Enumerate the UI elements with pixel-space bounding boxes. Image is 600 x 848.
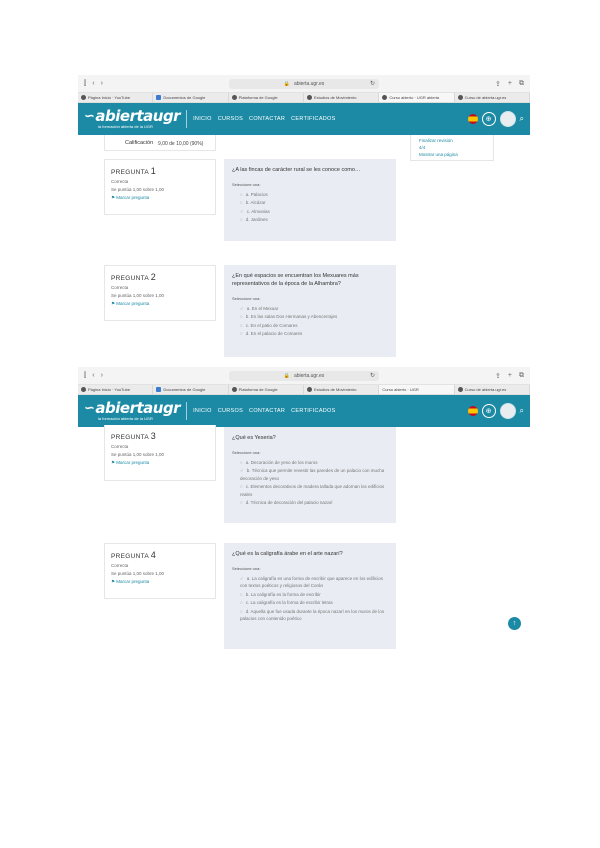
header-divider <box>186 110 187 128</box>
flag-icon: ⚑ <box>111 301 117 306</box>
main-menu <box>193 116 336 122</box>
radio-icon: ○ <box>240 591 243 597</box>
radio-icon: ○ <box>240 459 243 465</box>
logo-mark-icon: ∽ <box>84 109 95 124</box>
new-tab-icon[interactable]: + <box>507 371 512 379</box>
scroll-to-top-button[interactable]: ↑ <box>508 617 521 630</box>
option[interactable]: ○ d. En el palacio de Comares <box>240 331 303 336</box>
menu-item-contactar[interactable]: CONTACTAR <box>249 408 286 414</box>
question-box <box>224 427 396 523</box>
check-icon: ✓ <box>240 305 244 311</box>
search-icon[interactable]: ⌕ <box>519 114 524 123</box>
menu-item-cursos[interactable]: CURSOS <box>217 116 244 122</box>
tab[interactable]: Página Inicio · YouTube <box>78 385 153 394</box>
question-count[interactable]: 4/4 <box>419 145 426 150</box>
tab[interactable]: Estudios de Movimiento <box>304 93 379 102</box>
question-number: 1 <box>150 166 157 176</box>
radio-icon: ○ <box>240 484 243 489</box>
show-one-page-link[interactable]: Mostrar una página <box>419 152 458 157</box>
quiz-review-content <box>78 427 530 649</box>
flag-question-link[interactable]: ⚑ Marcar pregunta <box>111 195 150 200</box>
menu-item-certificados[interactable]: CERTIFICADOS <box>291 116 336 122</box>
youtube-icon <box>81 387 86 392</box>
question-number: 3 <box>150 431 157 441</box>
question-score: Se puntúa 1,00 sobre 1,00 <box>111 452 165 457</box>
reload-icon[interactable]: ↻ <box>369 81 375 87</box>
question-box <box>224 265 396 357</box>
radio-icon: ○ <box>240 608 243 614</box>
radio-icon: ○ <box>240 331 243 336</box>
tab[interactable]: Estudios de Movimiento <box>304 385 379 394</box>
question-status: Correcta <box>111 179 129 184</box>
quiz-navigation <box>410 135 494 161</box>
browser-toolbar <box>78 367 530 385</box>
main-menu <box>193 408 336 414</box>
logo[interactable]: ∽ abiertaugr la formación abierta de la UGR <box>84 399 181 421</box>
grade-value: 9,00 de 10,00 (90%) <box>158 141 204 147</box>
address-bar[interactable] <box>229 79 379 89</box>
back-icon[interactable]: ‹ <box>92 371 95 379</box>
option[interactable]: ○ c. En el patio de Comares <box>240 322 298 328</box>
flag-question-link[interactable]: ⚑ Marcar pregunta <box>111 579 150 584</box>
site-icon <box>232 95 237 100</box>
radio-icon: ○ <box>240 217 243 222</box>
tab[interactable]: Curso de abierta.ugr.es <box>455 93 530 102</box>
option[interactable]: ○ a. Decoración de yeso de los muros <box>240 459 318 465</box>
option[interactable]: ○ d. Técnica de decoración del palacio nazarí <box>240 500 333 505</box>
radio-icon: ○ <box>240 191 243 197</box>
check-icon: ✓ <box>240 468 244 473</box>
docs-icon <box>156 387 161 392</box>
site-icon <box>307 95 312 100</box>
option[interactable]: ○ b. Alcázar <box>240 200 266 205</box>
share-icon[interactable]: ⇪ <box>495 80 501 88</box>
language-icon[interactable]: ⊕ <box>482 112 496 126</box>
question-info: PREGUNTA 4 Correcta Se puntúa 1,00 sobre 1,00 ⚑ Marcar pregunta <box>104 543 216 599</box>
header-divider <box>186 402 187 420</box>
menu-item-certificados[interactable]: CERTIFICADOS <box>291 408 336 414</box>
options-title: Seleccione una: <box>232 450 261 455</box>
question-score: Se puntúa 1,00 sobre 1,00 <box>111 571 165 576</box>
logo-mark-icon: ∽ <box>84 401 95 416</box>
menu-item-inicio[interactable]: INICIO <box>193 408 212 414</box>
logo[interactable]: ∽ abiertaugr la formación abierta de la UGR <box>84 107 181 129</box>
question-text: ¿A las fincas de carácter rural se les conoce como… <box>232 167 361 173</box>
options-title: Seleccione una: <box>232 296 261 301</box>
option[interactable]: ○ d. Aquella que fue usada durante la época nazarí en los muros de los palacios con contenido poético <box>240 608 385 621</box>
flag-question-link[interactable]: ⚑ Marcar pregunta <box>111 460 150 465</box>
question-status: Correcta <box>111 444 129 449</box>
radio-icon: ○ <box>240 200 243 205</box>
language-icon[interactable]: ⊕ <box>482 404 496 418</box>
menu-item-cursos[interactable]: CURSOS <box>217 408 244 414</box>
options-list <box>232 575 388 623</box>
option[interactable]: ○ d. Jardines <box>240 217 268 222</box>
check-icon: ✓ <box>240 208 244 214</box>
option[interactable]: ✓ b. Técnica que permite revestir las paredes de un palacio con mucha decoración de yeso <box>240 468 385 481</box>
options-list <box>232 459 388 507</box>
quiz-review-content <box>78 135 530 359</box>
question-info: PREGUNTA 3 Correcta Se puntúa 1,00 sobre 1,00 ⚑ Marcar pregunta <box>104 425 216 481</box>
option[interactable]: ○ b. La caligrafía es la forma de escribir <box>240 591 321 597</box>
options-list <box>232 191 388 224</box>
sidebar-toggle-icon[interactable]: ⫿ <box>84 371 87 379</box>
url-text: abierta.ugr.es <box>293 80 325 87</box>
forward-icon[interactable]: › <box>100 371 103 379</box>
spain-flag-icon[interactable] <box>468 406 478 416</box>
question-status: Correcta <box>111 285 129 290</box>
radio-icon: ○ <box>240 314 243 319</box>
spain-flag-icon[interactable] <box>468 114 478 124</box>
tab-bar <box>78 385 530 395</box>
option[interactable]: ○ c. La caligrafía es la forma de escribir letras <box>240 600 333 605</box>
avatar[interactable] <box>500 403 516 419</box>
grade-label: Calificación <box>125 139 154 146</box>
docs-icon <box>156 95 161 100</box>
site-icon <box>232 387 237 392</box>
option[interactable]: ✓ a. En el Mexuar <box>240 305 279 311</box>
reload-icon[interactable]: ↻ <box>369 373 375 379</box>
question-status: Correcta <box>111 563 129 568</box>
flag-icon: ⚑ <box>111 579 117 584</box>
site-icon <box>382 95 387 100</box>
check-icon: ✓ <box>240 575 244 581</box>
tab[interactable]: Plataforma de Google <box>229 93 304 102</box>
question-score: Se puntúa 1,00 sobre 1,00 <box>111 293 165 298</box>
options-list <box>232 305 388 338</box>
address-bar[interactable] <box>229 371 379 381</box>
question-text: ¿En qué espacios se encuentran los Mexuares más representativos de la época de la Alhambra? <box>232 273 359 287</box>
radio-icon: ○ <box>240 322 243 328</box>
question-info: PREGUNTA 1 Correcta Se puntúa 1,00 sobre 1,00 ⚑ Marcar pregunta <box>104 159 216 215</box>
lock-icon: 🔒 <box>283 372 290 379</box>
screenshot-2 <box>78 367 530 649</box>
tab-bar <box>78 93 530 103</box>
menu-item-inicio[interactable]: INICIO <box>193 116 212 122</box>
question-score: Se puntúa 1,00 sobre 1,00 <box>111 187 165 192</box>
flag-icon: ⚑ <box>111 460 117 465</box>
tab-overview-icon[interactable]: ⧉ <box>519 371 524 379</box>
finish-review-link[interactable]: Finalizar revisión <box>419 138 453 143</box>
radio-icon: ○ <box>240 500 243 505</box>
lock-icon: 🔒 <box>283 80 290 87</box>
question-box <box>224 159 396 241</box>
question-text: ¿Qué es Yeseria? <box>232 435 276 441</box>
options-title: Seleccione una: <box>232 566 261 571</box>
question-number: 2 <box>150 272 157 282</box>
menu-item-contactar[interactable]: CONTACTAR <box>249 116 286 122</box>
option[interactable]: ○ b. En las salas Dos Hermanas y Abencerrajes <box>240 314 338 319</box>
back-icon[interactable]: ‹ <box>92 79 95 87</box>
question-number: 4 <box>150 550 157 560</box>
browser-toolbar <box>78 75 530 93</box>
tab[interactable]: Documentos de Google <box>153 93 228 102</box>
site-header <box>78 395 530 427</box>
site-icon <box>458 95 463 100</box>
flag-question-link[interactable]: ⚑ Marcar pregunta <box>111 301 150 306</box>
tab-overview-icon[interactable]: ⧉ <box>519 79 524 87</box>
new-tab-icon[interactable]: + <box>507 79 512 87</box>
youtube-icon <box>81 95 86 100</box>
url-text: abierta.ugr.es <box>293 372 325 379</box>
screenshot-1 <box>78 75 530 359</box>
question-text: ¿Qué es la caligrafía árabe en el arte nazarí? <box>232 551 343 557</box>
tab-active[interactable]: Curso abierto · UGR <box>379 385 454 394</box>
flag-icon: ⚑ <box>111 195 117 200</box>
avatar[interactable] <box>500 111 516 127</box>
share-icon[interactable]: ⇪ <box>495 372 501 380</box>
site-icon <box>458 387 463 392</box>
tab[interactable]: Curso de abierta.ugr.es <box>455 385 530 394</box>
tab-active[interactable]: Curso abierto · UGR abierta <box>379 93 454 102</box>
option[interactable]: ✓ a. La caligrafía es una forma de escribir que aparece en los edificios con textos poéticos y religiosos del Corán <box>240 575 383 588</box>
search-icon[interactable]: ⌕ <box>519 406 524 415</box>
options-title: Seleccione una: <box>232 182 261 187</box>
radio-icon: ○ <box>240 600 243 605</box>
question-box <box>224 543 396 649</box>
forward-icon[interactable]: › <box>100 79 103 87</box>
tab[interactable]: Plataforma de Google <box>229 385 304 394</box>
tab[interactable]: Página Inicio · YouTube <box>78 93 153 102</box>
question-info: PREGUNTA 2 Correcta Se puntúa 1,00 sobre 1,00 ⚑ Marcar pregunta <box>104 265 216 321</box>
sidebar-toggle-icon[interactable]: ⫿ <box>84 79 87 87</box>
site-icon <box>307 387 312 392</box>
site-header <box>78 103 530 135</box>
option[interactable]: ○ a. Palacios <box>240 191 268 197</box>
option[interactable]: ✓ c. Almunias <box>240 208 270 214</box>
tab[interactable]: Documentos de Google <box>153 385 228 394</box>
option[interactable]: ○ c. Elementos decorativos de madera tallada que adornan los edificios reales <box>240 484 385 497</box>
